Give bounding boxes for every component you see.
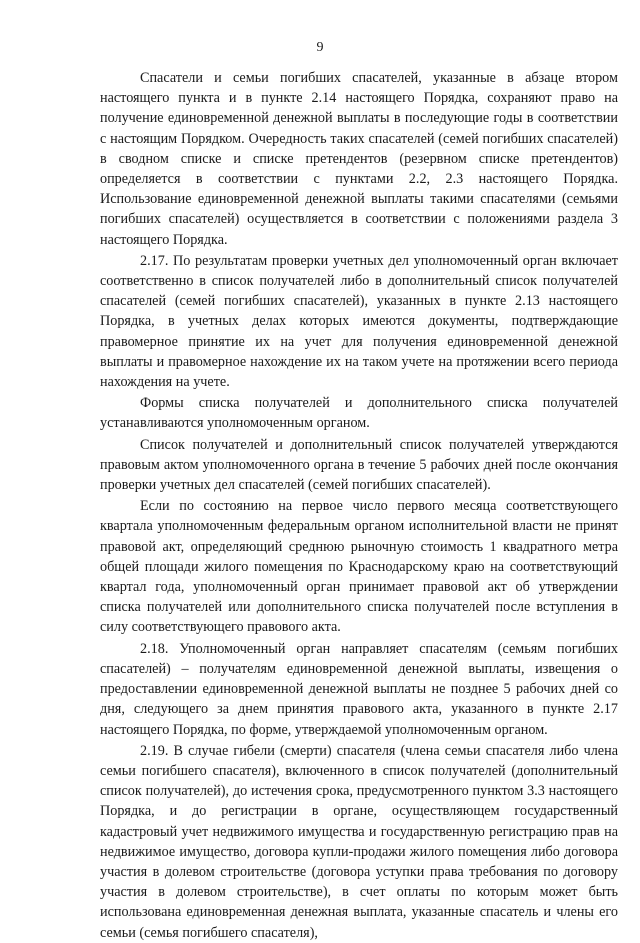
paragraph-2-17: 2.17. По результатам проверки учетных дел уполномоченный орган включает соответственно в список получателей либо в дополнительный список получателей спасателей (семей погибших спасателей), указанных в пункте 2.13 настоящего Порядка, в учетных делах которых имеются документы, подтверждающие правомерное принятие их на учет для получения единовременной денежной выплаты и правомерное нахождение их на таком учете на протяжении всего периода нахождения на учете. xyxy=(100,252,618,391)
paragraph: Если по состоянию на первое число первого месяца соответствующего квартала уполномоченным федеральным органом исполнительной власти не принят правовой акт, определяющий среднюю рыночную стоимость 1 квадратного метра общей площади жилого помещения по Краснодарскому краю на соответствующий квартал года, уполномоченный орган принимает правовой акт об утверждении списка получателей или дополнительного списка получателей после вступления в силу соответствующего правового акта. xyxy=(100,498,618,636)
page-number: 9 xyxy=(316,40,324,55)
document-body xyxy=(100,68,618,943)
paragraph-2-19: 2.19. В случае гибели (смерти) спасателя (члена семьи спасателя либо члена семьи погибшего спасателя), включенного в список получателей (дополнительный список получателей), до истечения срока, предусмотренного пунктом 3.3 настоящего Порядка, и до регистрации в органе, осуществляющем государственный кадастровый учет недвижимого имущества и государственную регистрацию прав на недвижимое имущество, договора купли-продажи жилого помещения либо договора участия в долевом строительстве (договора уступки права требования по договору участия в долевом строительстве), в счет оплаты по которым может быть использована единовременная денежная выплата, указанные спасатель и члены его семьи (семья погибшего спасателя), xyxy=(100,742,618,941)
paragraph-2-18: 2.18. Уполномоченный орган направляет спасателям (семьям погибших спасателей) – получателям единовременной денежной выплаты, извещения о предоставлении единовременной денежной выплаты не позднее 5 рабочих дней со дня, следующего за днем принятия правового акта, указанного в пункте 2.17 настоящего Порядка, по форме, утверждаемой уполномоченным органом. xyxy=(100,640,618,738)
paragraph: Формы списка получателей и дополнительного списка получателей устанавливаются уполномоченным органом. xyxy=(100,395,618,432)
paragraph: Спасатели и семьи погибших спасателей, указанные в абзаце втором настоящего пункта и в пункте 2.14 настоящего Порядка, сохраняют право на получение единовременной денежной выплаты в последующие годы в соответствии с настоящим Порядком. Очередность таких спасателей (семей погибших спасателей) в сводном списке и списке претендентов (резервном списке претендентов) определяется в соответствии с пунктами 2.2, 2.3 настоящего Порядка. Использование единовременной денежной выплаты такими спасателями (семьями погибших спасателей) осуществляется в соответствии с положениями раздела 3 настоящего Порядка. xyxy=(100,70,618,248)
paragraph: Список получателей и дополнительный список получателей утверждаются правовым актом уполномоченного органа в течение 5 рабочих дней после окончания проверки учетных дел спасателей (семей погибших спасателей). xyxy=(100,436,618,494)
